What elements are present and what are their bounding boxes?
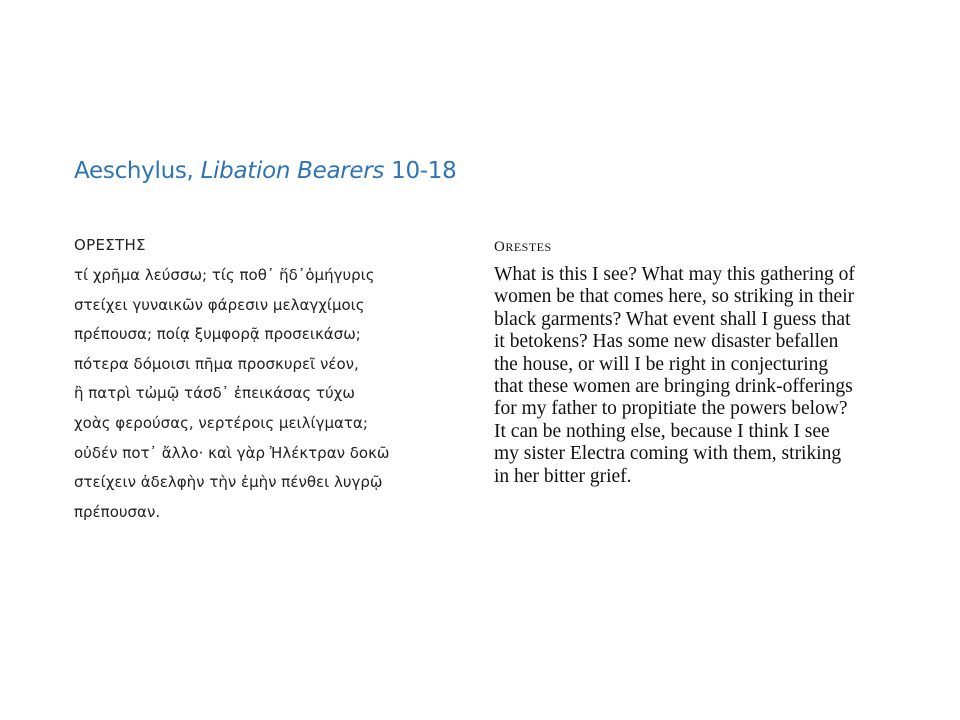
greek-line: χοὰς φερούσας, νερτέροις μειλίγματα; (74, 413, 368, 432)
greek-line: πρέπουσαν. (74, 502, 161, 521)
english-line: It can be nothing else, because I think I see (494, 420, 830, 442)
greek-line: οὐδέν ποτ᾽ ἄλλο· καὶ γὰρ Ἠλέκτραν δοκῶ (74, 443, 390, 462)
english-line: What is this I see? What may this gathering of (494, 264, 855, 285)
english-line: that these women are bringing drink-offerings (494, 376, 853, 398)
english-line: my sister Electra coming with them, striking (494, 443, 842, 465)
greek-line: στείχειν ἀδελφὴν τὴν ἐμὴν πένθει λυγρῷ (74, 473, 383, 492)
greek-line: τί χρῆμα λεύσσω; τίς ποθ᾽ ἥδ᾽ὁμήγυρις (74, 266, 375, 284)
english-translation-column (494, 236, 904, 488)
greek-line: στείχει γυναικῶν φάρεσιν μελαγχίμοις (74, 295, 365, 314)
title-lines: 10-18 (384, 158, 457, 184)
greek-text-column (74, 233, 474, 527)
title-author: Aeschylus, (74, 158, 201, 184)
english-line: for my father to propitiate the powers below? (494, 398, 848, 420)
english-line: women be that comes here, so striking in their (494, 286, 855, 308)
english-speaker-initial: O (494, 239, 506, 255)
slide-title (74, 150, 456, 192)
greek-line: πρέπουσα; ποίᾳ ξυμφορᾷ προσεικάσω; (74, 325, 361, 344)
english-line: the house, or will I be right in conjecturing (494, 353, 829, 375)
greek-line: πότερα δόμοισι πῆμα προσκυρεῖ νέον, (74, 354, 359, 373)
greek-line: ἢ πατρὶ τὠμῷ τάσδ᾽ ἐπεικάσας τύχω (74, 384, 355, 403)
title-work: Libation Bearers (200, 158, 385, 184)
english-speaker (494, 236, 904, 258)
english-line: it betokens? Has some new disaster befallen (494, 331, 839, 353)
english-speaker-rest: RESTES (505, 240, 552, 254)
english-line: in her bitter grief. (494, 465, 632, 487)
english-line: black garments? What event shall I guess that (494, 308, 851, 330)
greek-speaker: ΟΡΕΣΤΗΣ (74, 236, 146, 254)
